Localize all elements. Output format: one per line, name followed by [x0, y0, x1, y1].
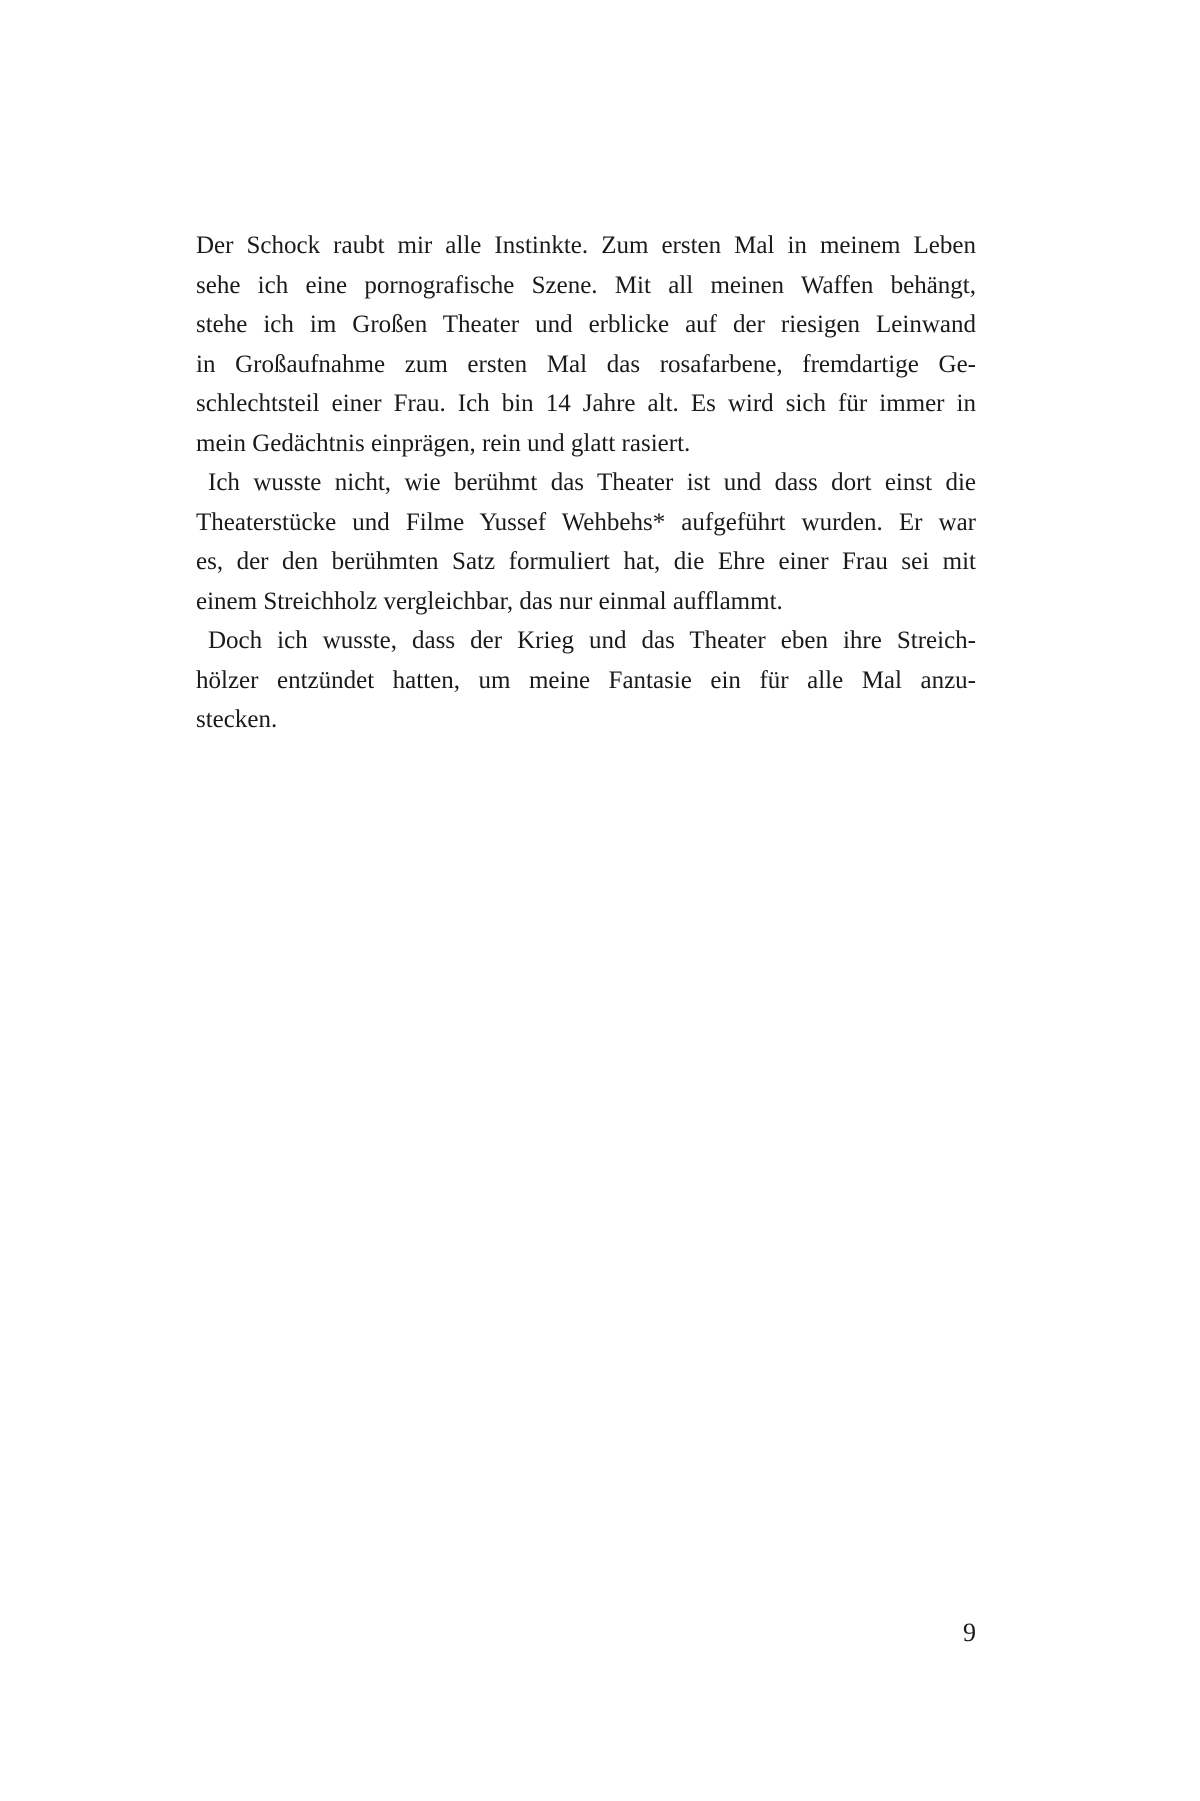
paragraph-1-line-4: in Großaufnahme zum ersten Mal das rosafarbene, fremdartige Ge-	[196, 350, 976, 378]
paragraph-1-line-5: schlechtsteil einer Frau. Ich bin 14 Jahre alt. Es wird sich für immer in	[196, 390, 976, 417]
paragraph-1-line-2: sehe ich eine pornografische Szene. Mit all meinen Waffen behängt,	[196, 271, 976, 299]
page-number: 9	[963, 1618, 976, 1647]
paragraph-1-line-6: mein Gedächtnis einprägen, rein und glatt rasiert.	[196, 429, 691, 457]
paragraph-1-line-1: Der Schock raubt mir alle Instinkte. Zum ersten Mal in meinem Leben	[196, 232, 976, 259]
paragraph-2-line-4: einem Streichholz vergleichbar, das nur einmal aufflammt.	[196, 587, 783, 615]
paragraph-3-line-3: stecken.	[196, 706, 278, 733]
paragraph-2-line-2: Theaterstücke und Filme Yussef Wehbehs* aufgeführt wurden. Er war	[196, 508, 976, 536]
body-text	[196, 226, 976, 740]
paragraph-1-line-3: stehe ich im Großen Theater und erblicke auf der riesigen Leinwand	[196, 311, 976, 338]
paragraph-2-line-3: es, der den berühmten Satz formuliert hat, die Ehre einer Frau sei mit	[196, 548, 976, 575]
paragraph-3-line-1: Doch ich wusste, dass der Krieg und das Theater eben ihre Streich-	[208, 627, 976, 654]
paragraph-2-line-1: Ich wusste nicht, wie berühmt das Theater ist und dass dort einst die	[208, 469, 976, 496]
paragraph-3-line-2: hölzer entzündet hatten, um meine Fantasie ein für alle Mal anzu-	[196, 666, 976, 694]
